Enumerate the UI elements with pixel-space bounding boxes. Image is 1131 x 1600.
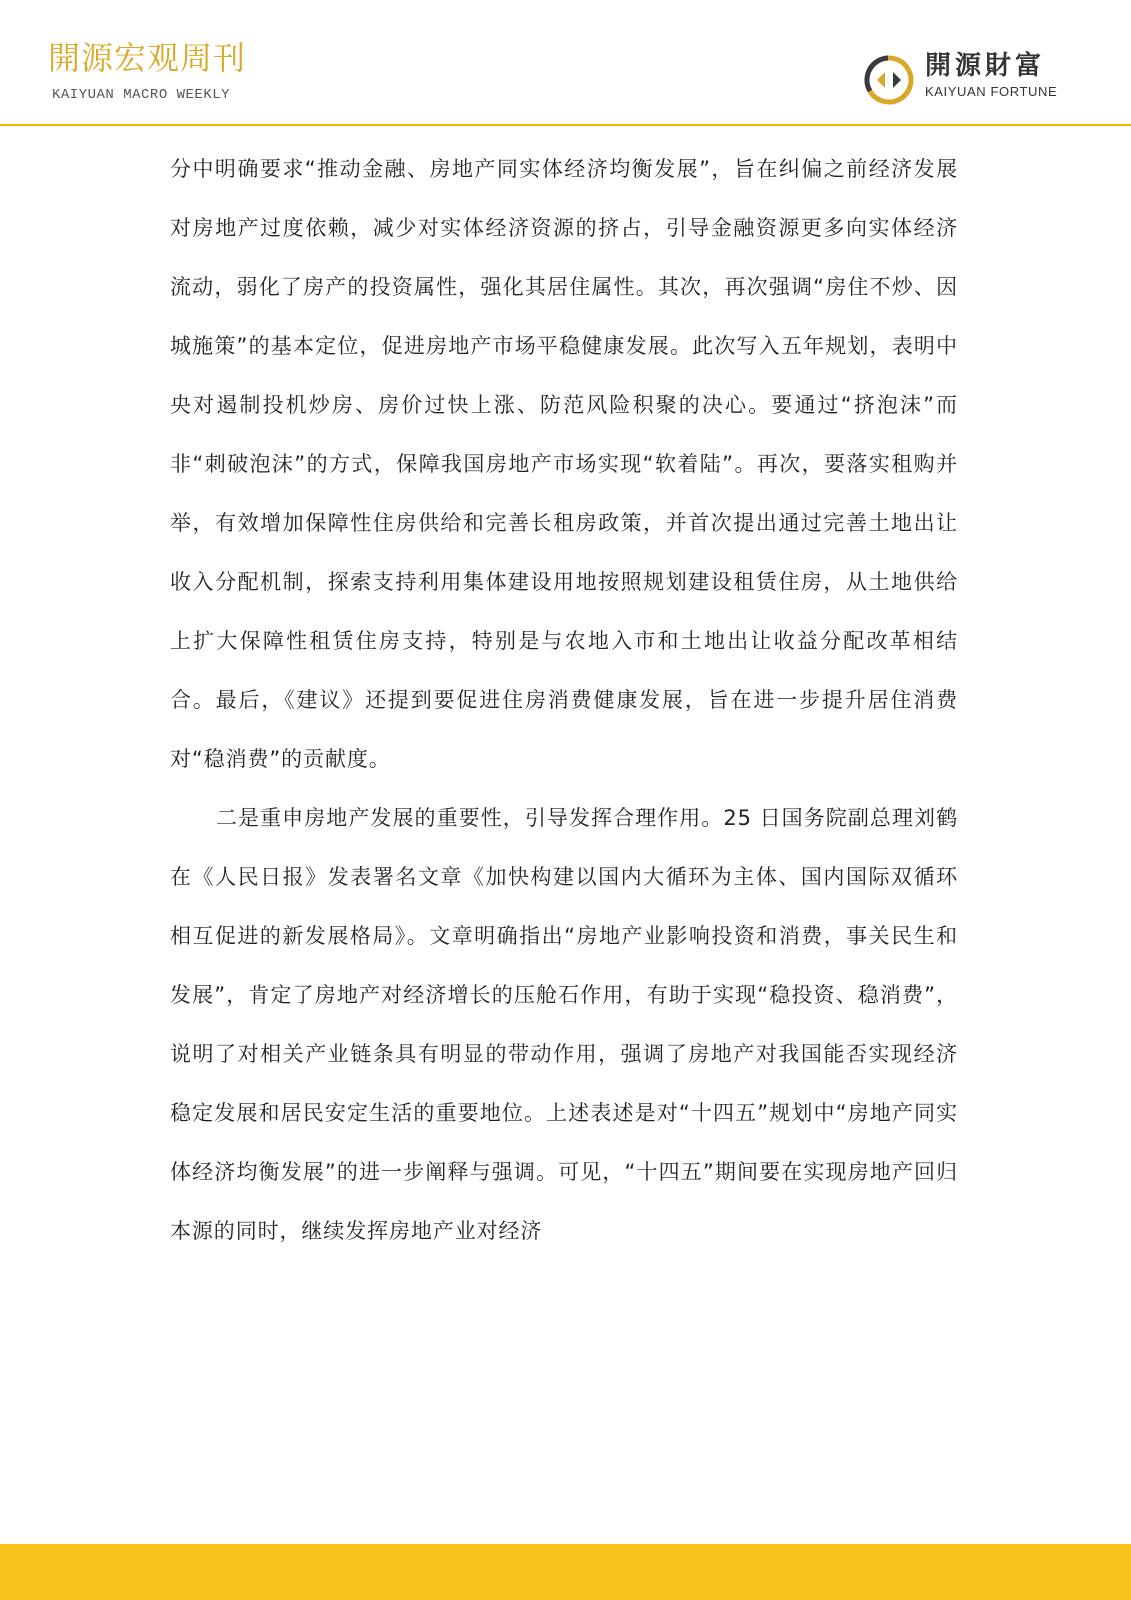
article-body [170,140,958,1261]
publication-subtitle: KAIYUAN MACRO WEEKLY [52,87,231,103]
kaiyuan-logo-icon [863,54,915,106]
brand-logo [863,50,1093,110]
logo-english-text: KAIYUAN FORTUNE [925,84,1058,99]
footer-band [0,1544,1131,1600]
publication-title: 開源宏观周刊 [48,39,247,77]
body-paragraph: 二是重申房地产发展的重要性，引导发挥合理作用。25 日国务院副总理刘鹤在《人民日报》发表署名文章《加快构建以国内大循环为主体、国内国际双循环相互促进的新发展格局》。文章明确指出“房地产业影响投资和消费，事关民生和发展”，肯定了房地产对经济增长的压舱石作用，有助于实现“稳投资、稳消费”，说明了对相关产业链条具有明显的带动作用，强调了房地产对我国能否实现经济稳定发展和居民安定生活的重要地位。上述表述是对“十四五”规划中“房地产同实体经济均衡发展”的进一步阐释与强调。可见，“十四五”期间要在实现房地产回归本源的同时，继续发挥房地产业对经济 [170,806,958,1243]
page-header [0,0,1131,126]
logo-chinese-text: 開源財富 [925,51,1046,81]
body-paragraph: 分中明确要求“推动金融、房地产同实体经济均衡发展”，旨在纠偏之前经济发展对房地产过度依赖，减少对实体经济资源的挤占，引导金融资源更多向实体经济流动，弱化了房产的投资属性，强化其居住属性。其次，再次强调“房住不炒、因城施策”的基本定位，促进房地产市场平稳健康发展。此次写入五年规划，表明中央对遏制投机炒房、房价过快上涨、防范风险积聚的决心。要通过“挤泡沫”而非“刺破泡沫”的方式，保障我国房地产市场实现“软着陆”。再次，要落实租购并举，有效增加保障性住房供给和完善长租房政策，并首次提出通过完善土地出让收入分配机制，探索支持利用集体建设用地按照规划建设租赁住房，从土地供给上扩大保障性租赁住房支持，特别是与农地入市和土地出让收益分配改革相结合。最后，《建议》还提到要促进住房消费健康发展，旨在进一步提升居住消费对“稳消费”的贡献度。 [170,157,958,771]
header-divider [0,124,1131,126]
